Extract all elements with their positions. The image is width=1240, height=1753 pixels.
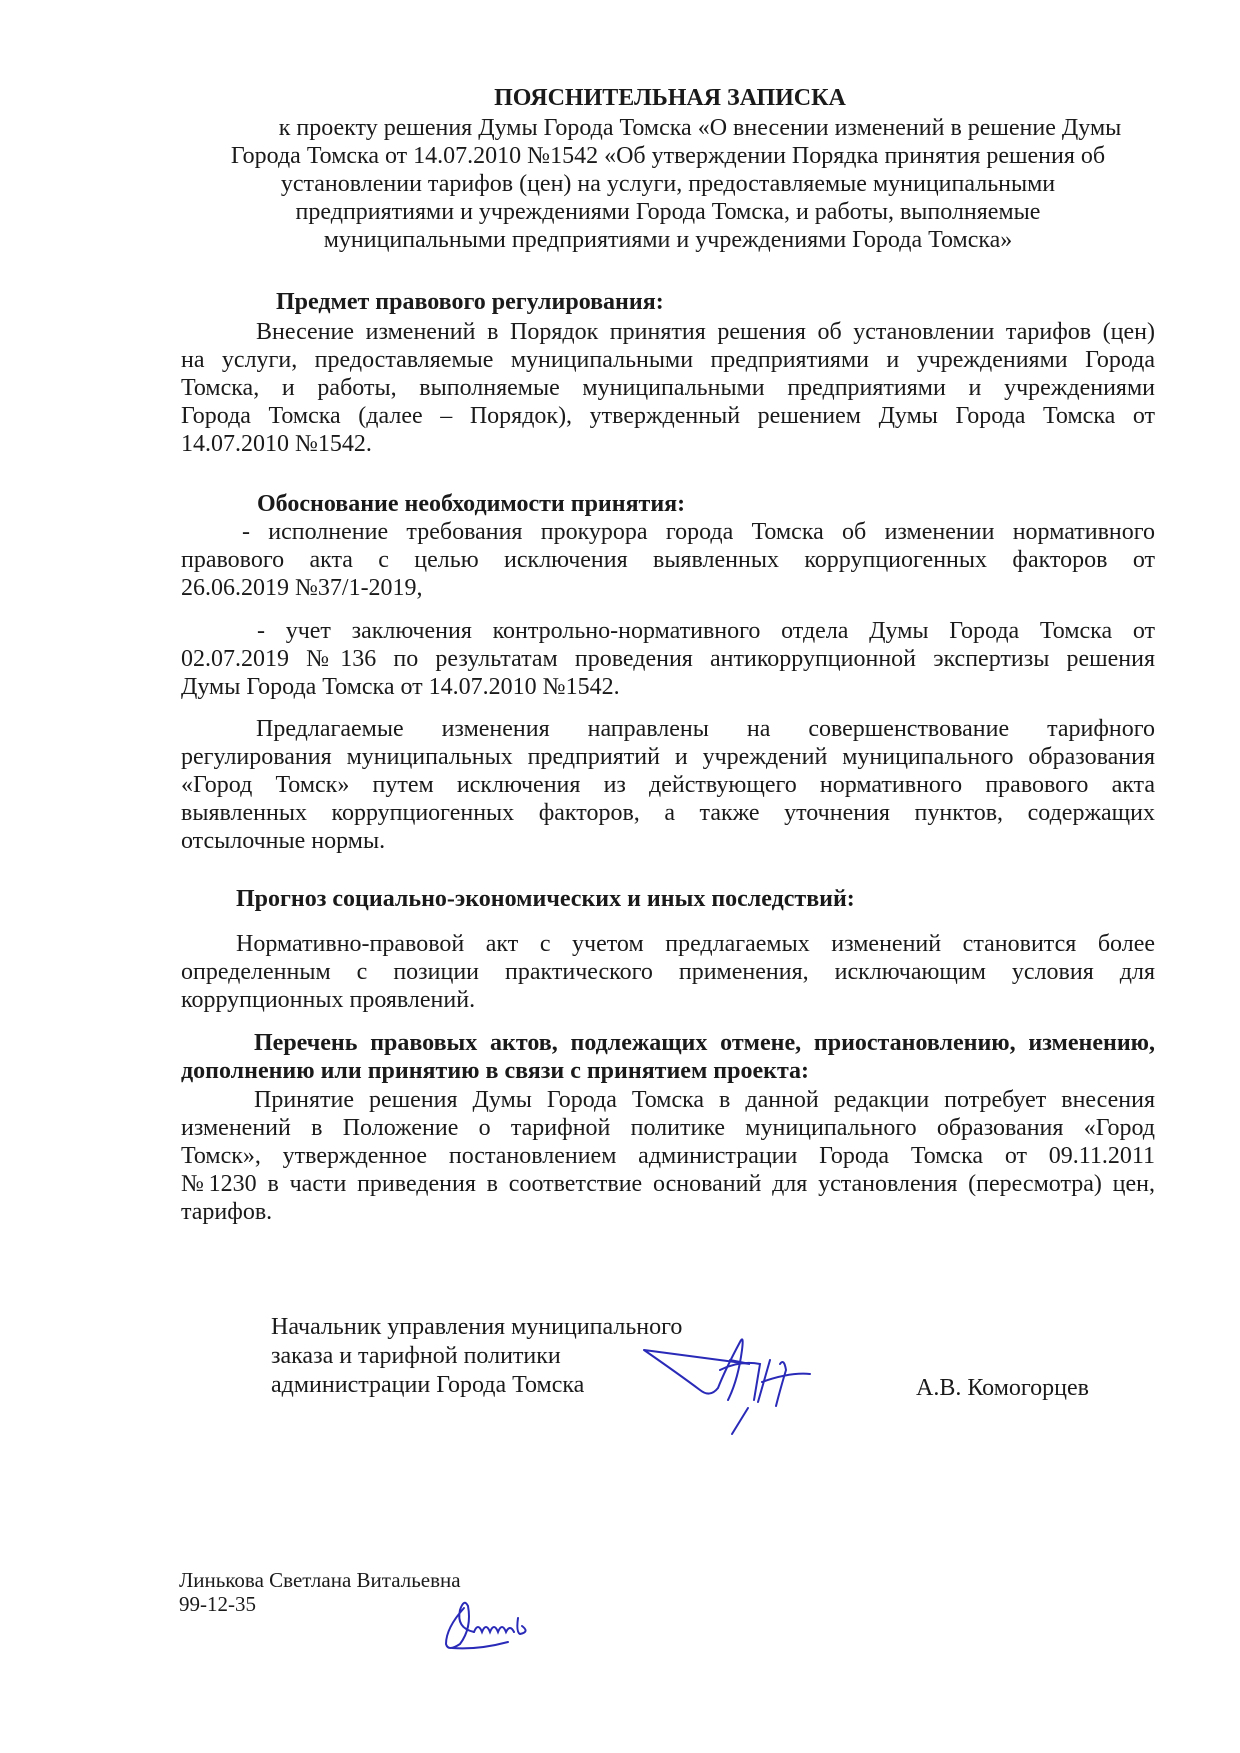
signatory-name: А.В. Комогорцев [916, 1375, 1089, 1401]
acts-paragraph [181, 1086, 1155, 1226]
text-line: установлении тарифов (цен) на услуги, предоставляемые муниципальными [280, 171, 1056, 197]
text-line: отсылочные нормы. [181, 828, 386, 854]
acts-heading [181, 1029, 1155, 1085]
text-line: Думы Города Томска от 14.07.2010 №1542. [181, 674, 620, 700]
signatory-position-line: администрации Города Томска [271, 1372, 585, 1398]
text-line: Перечень правовых актов, подлежащих отмене, приостановлению, изменению, [254, 1030, 1155, 1056]
subtitle [181, 114, 1155, 254]
text-line: «Город Томск» путем исключения из действующего нормативного правового акта [181, 772, 1155, 798]
signatory-position [271, 1313, 682, 1400]
justification-bullet-1 [181, 518, 1155, 602]
text-line: выявленных коррупциогенных факторов, а также уточнения пунктов, содержащих [181, 800, 1155, 826]
text-line: Города Томска от 14.07.2010 №1542 «Об утверждении Порядка принятия решения об [230, 143, 1106, 169]
text-line: определенным с позиции практического применения, исключающим условия для [181, 959, 1155, 985]
subject-paragraph [181, 318, 1155, 458]
text-line: изменений в Положение о тарифной политике муниципального образования «Город [181, 1115, 1155, 1141]
text-line: на услуги, предоставляемые муниципальными предприятиями и учреждениями Города [181, 347, 1155, 373]
text-line: Внесение изменений в Порядок принятия решения об установлении тарифов (цен) [256, 319, 1155, 345]
text-line: коррупционных проявлений. [181, 987, 476, 1013]
justification-bullet-2 [181, 617, 1155, 701]
text-line: тарифов. [181, 1199, 273, 1225]
text-line: Предлагаемые изменения направлены на совершенствование тарифного [256, 716, 1155, 742]
text-line: Принятие решения Думы Города Томска в данной редакции потребует внесения [254, 1087, 1155, 1113]
text-line: №1230 в части приведения в соответствие оснований для установления (пересмотра) цен, [181, 1171, 1155, 1197]
text-line: регулирования муниципальных предприятий и учреждений муниципального образования [181, 744, 1155, 770]
text-line: правового акта с целью исключения выявленных коррупциогенных факторов от [181, 547, 1155, 573]
executor-name: Линькова Светлана Витальевна [179, 1568, 461, 1592]
text-line: предприятиями и учреждениями Города Томска, и работы, выполняемые [295, 199, 1041, 225]
justification-heading: Обоснование необходимости принятия: [257, 491, 686, 517]
text-line: Города Томска (далее – Порядок), утвержденный решением Думы Города Томска от [181, 403, 1155, 429]
subject-heading: Предмет правового регулирования: [276, 289, 664, 315]
executor-signature [438, 1598, 548, 1654]
signatory-position-line: Начальник управления муниципального [271, 1314, 683, 1340]
document-title: ПОЯСНИТЕЛЬНАЯ ЗАПИСКА [494, 85, 846, 111]
forecast-paragraph [181, 930, 1155, 1014]
justification-paragraph [181, 715, 1155, 855]
text-line: - учет заключения контрольно-нормативного отдела Думы Города Томска от [257, 618, 1155, 644]
text-line: дополнению или принятию в связи с принятием проекта: [181, 1058, 810, 1084]
text-line: 02.07.2019 №136 по результатам проведения антикоррупционной экспертизы решения [181, 646, 1155, 672]
text-line: к проекту решения Думы Города Томска «О внесении изменений в решение Думы [278, 115, 1122, 141]
text-line: 14.07.2010 №1542. [181, 431, 372, 457]
text-line: муниципальными предприятиями и учреждениями Города Томска» [323, 227, 1013, 253]
text-line: Томск», утвержденное постановлением администрации Города Томска от 09.11.2011 [181, 1143, 1155, 1169]
text-line: 26.06.2019 №37/1-2019, [181, 575, 423, 601]
signatory-position-line: заказа и тарифной политики [271, 1343, 561, 1369]
text-line: Томска, и работы, выполняемые муниципальными предприятиями и учреждениями [181, 375, 1155, 401]
text-line: Нормативно-правовой акт с учетом предлагаемых изменений становится более [236, 931, 1155, 957]
handwritten-signature [630, 1330, 870, 1440]
executor-phone: 99-12-35 [179, 1592, 256, 1616]
forecast-heading: Прогноз социально-экономических и иных последствий: [236, 886, 855, 912]
text-line: - исполнение требования прокурора города Томска об изменении нормативного [242, 519, 1155, 545]
